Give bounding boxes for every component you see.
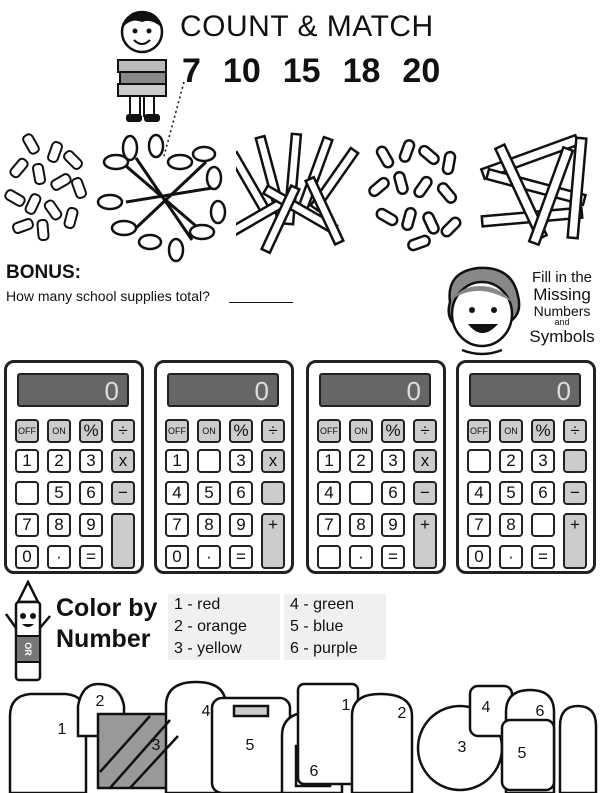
backpack-number: 2	[397, 705, 407, 722]
calc-key-1[interactable]: 1	[15, 449, 39, 473]
calc-key-decimal[interactable]: ·	[499, 545, 523, 569]
calc-key-7[interactable]: 7	[317, 513, 341, 537]
calc-key-4[interactable]: 4	[317, 481, 341, 505]
calculator	[306, 360, 446, 574]
calculator-display	[469, 373, 581, 407]
calc-key-3[interactable]: 3	[381, 449, 405, 473]
calc-key-7[interactable]: 7	[467, 513, 491, 537]
calculator-display-value: 0	[556, 376, 571, 406]
color-title-line: Number	[56, 625, 151, 654]
calc-key-3[interactable]: 3	[229, 449, 253, 473]
calc-key-percent[interactable]: %	[531, 419, 555, 443]
backpack-number: 3	[151, 737, 161, 754]
backpack-number: 4	[201, 703, 211, 720]
calc-key-0[interactable]: 0	[15, 545, 39, 569]
worksheet-title: COUNT & MATCH	[180, 10, 434, 43]
calc-key-minus[interactable]: −	[413, 481, 437, 505]
calc-key-equals[interactable]: =	[531, 545, 555, 569]
instructions-line: Fill in the	[531, 269, 593, 286]
calc-key-percent[interactable]: %	[381, 419, 405, 443]
backpack-number: 5	[517, 745, 527, 762]
calc-key-off[interactable]: OFF	[15, 419, 39, 443]
calc-key-divide[interactable]: ÷	[563, 419, 587, 443]
calc-key-decimal[interactable]: ·	[197, 545, 221, 569]
calculator-display	[17, 373, 129, 407]
legend-item: 5 - blue	[290, 618, 344, 635]
calc-key-0[interactable]: 0	[467, 545, 491, 569]
calc-key-9[interactable]: 9	[381, 513, 405, 537]
calc-key-8[interactable]: 8	[47, 513, 71, 537]
color-legend-left	[168, 594, 280, 660]
calc-key-4[interactable]	[15, 481, 39, 505]
calc-key-minus[interactable]: −	[111, 481, 135, 505]
calc-key-percent[interactable]: %	[79, 419, 103, 443]
bonus-heading: BONUS:	[6, 262, 81, 283]
calc-key-1[interactable]: 1	[165, 449, 189, 473]
erasers-pile-icon	[4, 128, 92, 243]
instructions-line: Symbols	[529, 326, 595, 346]
bonus-question: How many school supplies total?	[6, 288, 210, 304]
legend-item: 1 - red	[174, 596, 221, 613]
instructions-text	[522, 270, 600, 346]
calc-key-minus[interactable]: −	[563, 481, 587, 505]
calc-key-6[interactable]: 6	[381, 481, 405, 505]
calc-key-3[interactable]: 3	[79, 449, 103, 473]
instructions-line: Numbers	[533, 302, 591, 319]
calc-key-plus[interactable]: +	[413, 513, 437, 569]
calc-key-on[interactable]: ON	[47, 419, 71, 443]
calc-key-equals[interactable]: =	[381, 545, 405, 569]
calc-key-9[interactable]: 9	[79, 513, 103, 537]
count-option: 7	[182, 52, 201, 90]
calc-key-8[interactable]: 8	[499, 513, 523, 537]
count-option: 10	[222, 52, 261, 90]
backpack-number: 6	[535, 703, 545, 720]
calculator-display	[319, 373, 431, 407]
scissors-pile-icon	[96, 132, 232, 264]
backpacks-illustration	[0, 676, 600, 793]
calc-key-4[interactable]: 4	[467, 481, 491, 505]
calculator-display	[167, 373, 279, 407]
count-option: 18	[342, 52, 381, 90]
calc-key-multiply[interactable]	[563, 449, 587, 473]
legend-item: 4 - green	[290, 596, 355, 613]
calc-key-equals[interactable]: =	[79, 545, 103, 569]
smiling-boy-illustration	[440, 262, 524, 358]
calculator	[456, 360, 596, 574]
crayon-character-illustration	[4, 580, 54, 690]
calc-key-5[interactable]: 5	[499, 481, 523, 505]
calculator-display-value: 0	[406, 376, 421, 406]
calculator-display-value: 0	[254, 376, 269, 406]
backpack-number: 6	[309, 763, 319, 780]
calc-key-4[interactable]: 4	[165, 481, 189, 505]
calc-key-plus[interactable]: +	[563, 513, 587, 569]
calc-key-3[interactable]: 3	[531, 449, 555, 473]
calc-key-6[interactable]: 6	[531, 481, 555, 505]
count-option: 20	[402, 52, 441, 90]
calc-key-5[interactable]: 5	[197, 481, 221, 505]
calc-key-on[interactable]: ON	[197, 419, 221, 443]
calc-key-6[interactable]: 6	[79, 481, 103, 505]
calc-key-7[interactable]: 7	[15, 513, 39, 537]
calc-key-8[interactable]: 8	[197, 513, 221, 537]
color-by-number-title	[56, 593, 157, 656]
calc-key-multiply[interactable]: x	[261, 449, 285, 473]
bonus-answer-blank[interactable]	[229, 302, 293, 303]
calc-key-9[interactable]: 9	[229, 513, 253, 537]
calc-key-divide[interactable]: ÷	[111, 419, 135, 443]
backpack-number: 4	[481, 699, 491, 716]
calc-key-off[interactable]: OFF	[467, 419, 491, 443]
backpack-number: 5	[245, 737, 255, 754]
calc-key-multiply[interactable]: x	[413, 449, 437, 473]
backpack-number: 2	[95, 693, 105, 710]
calc-key-on[interactable]: ON	[499, 419, 523, 443]
calc-key-1[interactable]	[467, 449, 491, 473]
calc-key-divide[interactable]: ÷	[261, 419, 285, 443]
calc-key-minus[interactable]	[261, 481, 285, 505]
pencils-pile-icon	[236, 130, 360, 258]
calc-key-on[interactable]: ON	[349, 419, 373, 443]
calc-key-2[interactable]: 2	[47, 449, 71, 473]
calc-key-off[interactable]: OFF	[317, 419, 341, 443]
backpack-number: 1	[57, 721, 67, 738]
paperclips-pile-icon	[368, 132, 468, 256]
count-options	[182, 52, 440, 91]
legend-item: 3 - yellow	[174, 640, 242, 657]
calc-key-0[interactable]: 0	[165, 545, 189, 569]
calculator-display-value: 0	[104, 376, 119, 406]
calc-key-percent[interactable]: %	[229, 419, 253, 443]
legend-item: 2 - orange	[174, 618, 247, 635]
legend-item: 6 - purple	[290, 640, 358, 657]
backpack-number: 3	[457, 739, 467, 756]
calc-key-2[interactable]	[197, 449, 221, 473]
calc-key-2[interactable]: 2	[499, 449, 523, 473]
color-title-line: Color by	[56, 594, 158, 622]
calc-key-off[interactable]: OFF	[165, 419, 189, 443]
backpack-number: 1	[341, 697, 351, 714]
calc-key-divide[interactable]: ÷	[413, 419, 437, 443]
calc-key-multiply[interactable]: x	[111, 449, 135, 473]
calc-key-1[interactable]: 1	[317, 449, 341, 473]
calculator	[154, 360, 294, 574]
calc-key-9[interactable]	[531, 513, 555, 537]
calc-key-5[interactable]	[349, 481, 373, 505]
instructions-line: Missing	[533, 284, 591, 304]
count-option: 15	[282, 52, 321, 90]
instructions-line: and	[554, 317, 570, 328]
calc-key-plus[interactable]: +	[261, 513, 285, 569]
calculator	[4, 360, 144, 574]
calc-key-2[interactable]: 2	[349, 449, 373, 473]
calc-key-decimal[interactable]: ·	[47, 545, 71, 569]
calc-key-0[interactable]	[317, 545, 341, 569]
calc-key-equals[interactable]: =	[229, 545, 253, 569]
calc-key-7[interactable]: 7	[165, 513, 189, 537]
calc-key-6[interactable]: 6	[229, 481, 253, 505]
color-legend-right	[284, 594, 386, 660]
calc-key-8[interactable]: 8	[349, 513, 373, 537]
calc-key-5[interactable]: 5	[47, 481, 71, 505]
calc-key-decimal[interactable]: ·	[349, 545, 373, 569]
rulers-pile-icon	[476, 132, 592, 258]
crayon-label: OR	[23, 642, 33, 656]
calc-key-plus[interactable]	[111, 513, 135, 569]
